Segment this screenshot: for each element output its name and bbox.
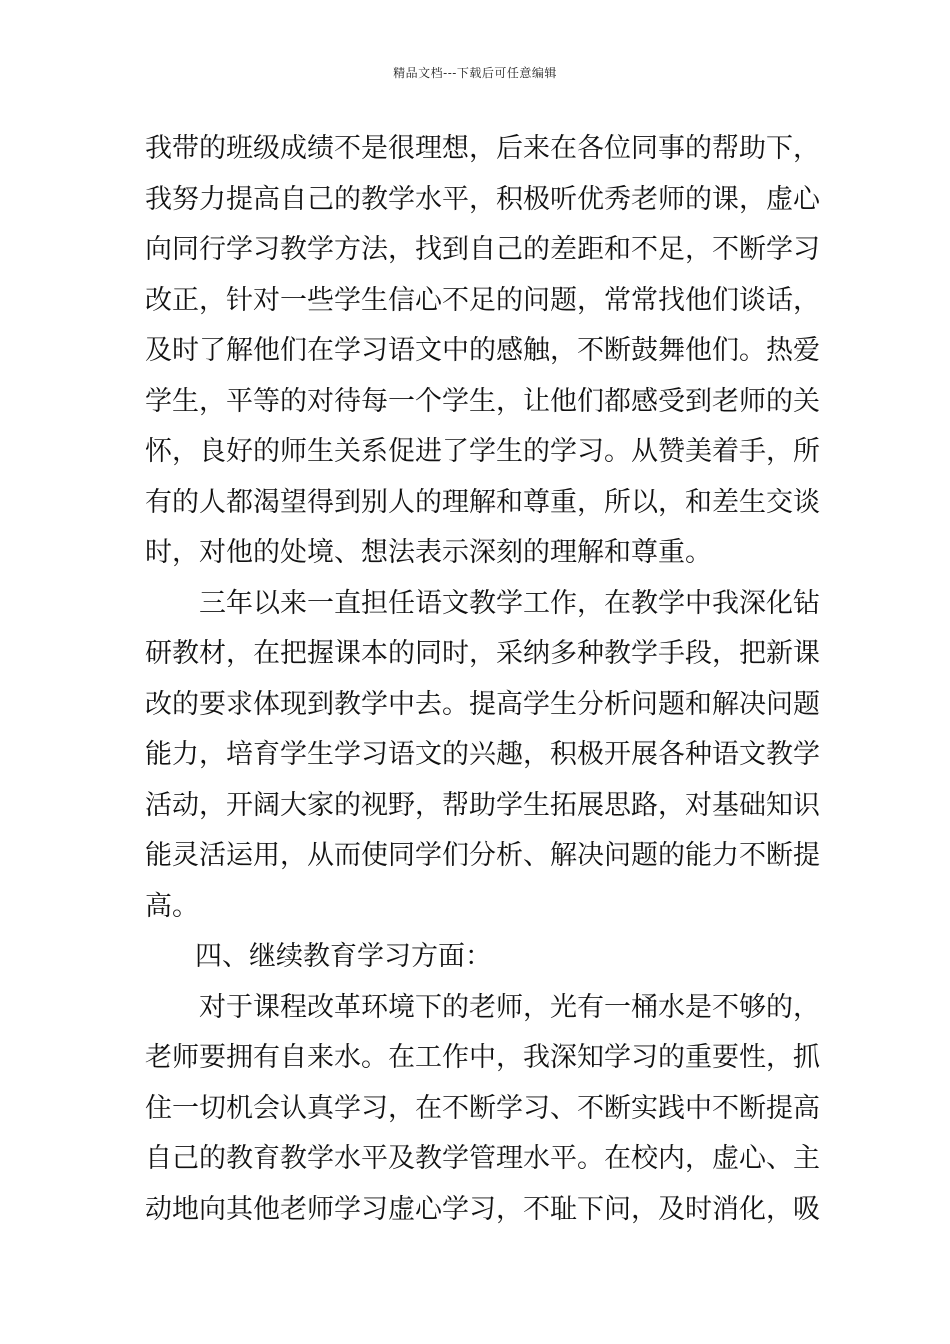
text-line: 我带的班级成绩不是很理想，后来在各位同事的帮助下， bbox=[145, 133, 820, 164]
text-line: 时，对他的处境、想法表示深刻的理解和尊重。 bbox=[145, 537, 712, 568]
text-line: 改正，针对一些学生信心不足的问题，常常找他们谈话， bbox=[145, 284, 820, 316]
text-line: 自己的教育教学水平及教学管理水平。在校内，虚心、主 bbox=[145, 1143, 820, 1174]
page-header: 精品文档---下载后可任意编辑 bbox=[393, 66, 557, 80]
text-line: 向同行学习教学方法，找到自己的差距和不足，不断学习 bbox=[145, 234, 820, 265]
text-line: 能灵活运用，从而使同学们分析、解决问题的能力不断提 bbox=[145, 840, 820, 871]
text-line: 及时了解他们在学习语文中的感触，不断鼓舞他们。热爱 bbox=[145, 335, 820, 366]
text-line: 老师要拥有自来水。在工作中，我深知学习的重要性，抓 bbox=[145, 1042, 820, 1073]
text-line: 我努力提高自己的教学水平，积极听优秀老师的课，虚心 bbox=[145, 183, 820, 215]
paragraph-first-line: 三年以来一直担任语文教学工作，在教学中我深化钻 bbox=[199, 587, 820, 619]
text-line: 怀，良好的师生关系促进了学生的学习。从赞美着手，所 bbox=[145, 436, 820, 467]
paragraph-first-line: 对于课程改革环境下的老师，光有一桶水是不够的， bbox=[199, 991, 820, 1023]
document-body bbox=[145, 124, 820, 1235]
text-line: 研教材，在把握课本的同时，采纳多种教学手段，把新课 bbox=[145, 638, 820, 669]
text-line: 有的人都渴望得到别人的理解和尊重，所以，和差生交谈 bbox=[145, 486, 820, 518]
text-line: 动地向其他老师学习虚心学习，不耻下问，及时消化，吸 bbox=[145, 1193, 820, 1225]
text-line: 活动，开阔大家的视野，帮助学生拓展思路，对基础知识 bbox=[145, 789, 820, 821]
text-line: 能力，培育学生学习语文的兴趣，积极开展各种语文教学 bbox=[145, 739, 820, 770]
text-line: 高。 bbox=[145, 890, 199, 922]
text-line: 学生，平等的对待每一个学生，让他们都感受到老师的关 bbox=[145, 385, 820, 417]
text-line: 住一切机会认真学习，在不断学习、不断实践中不断提高 bbox=[145, 1092, 820, 1124]
text-line: 改的要求体现到教学中去。提高学生分析问题和解决问题 bbox=[145, 688, 820, 720]
section-heading: 四、继续教育学习方面： bbox=[195, 941, 492, 972]
